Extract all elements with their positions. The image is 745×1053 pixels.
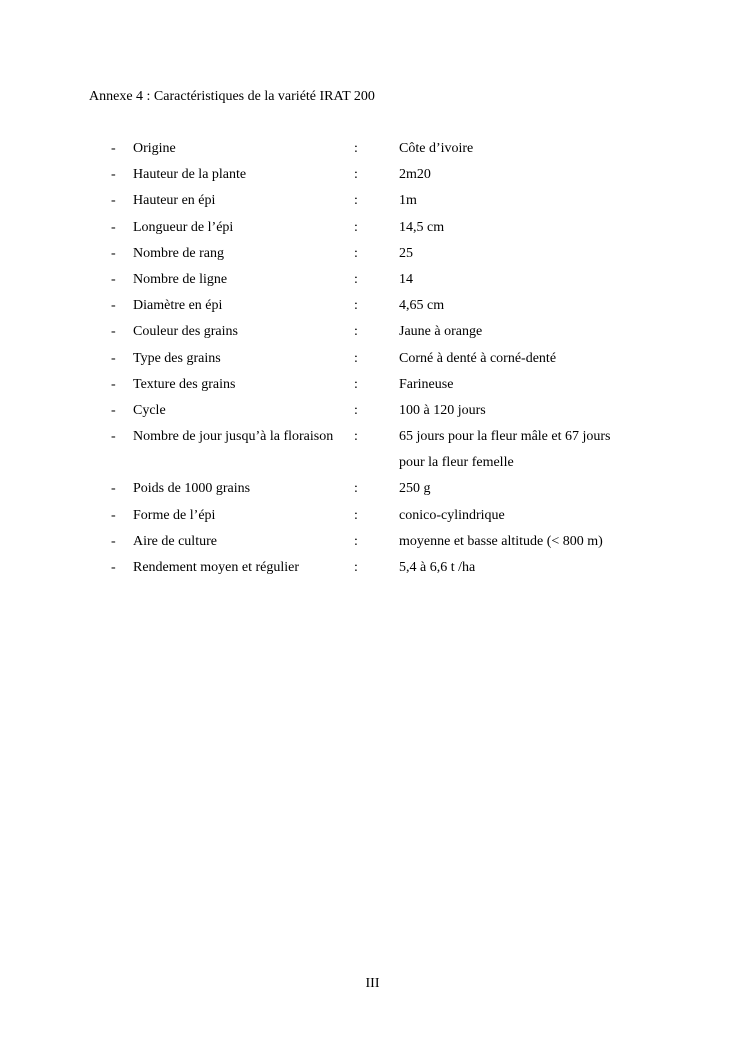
item-value: 4,65 cm [399, 298, 445, 314]
page-number: III [365, 976, 380, 991]
list-bullet: - [111, 324, 116, 340]
item-value: 14,5 cm [399, 219, 445, 235]
item-separator: : [354, 141, 358, 156]
list-bullet: - [111, 219, 116, 235]
item-value: Côte d’ivoire [399, 141, 474, 156]
item-separator: : [354, 298, 358, 314]
item-label: Nombre de rang [133, 245, 224, 261]
item-value: moyenne et basse altitude (< 800 m) [399, 533, 603, 549]
item-label: Longueur de l’épi [133, 219, 234, 235]
item-label: Forme de l’épi [133, 507, 216, 523]
item-separator: : [354, 560, 358, 576]
list-bullet: - [111, 429, 116, 445]
item-separator: : [354, 271, 358, 287]
item-separator: : [354, 402, 358, 418]
item-value: 5,4 à 6,6 t /ha [399, 560, 476, 576]
item-separator: : [354, 350, 358, 366]
item-label: Type des grains [133, 350, 221, 366]
item-separator: : [354, 245, 358, 261]
item-value: Jaune à orange [399, 324, 483, 340]
characteristics-list [0, 140, 745, 585]
item-label: Poids de 1000 grains [133, 481, 251, 497]
list-bullet: - [111, 167, 116, 183]
item-value: 1m [399, 193, 417, 209]
item-label: Origine [133, 141, 176, 156]
list-item-rendement [0, 559, 745, 585]
list-bullet: - [111, 481, 116, 497]
list-bullet: - [111, 376, 116, 392]
item-label: Aire de culture [133, 533, 217, 549]
list-bullet: - [111, 507, 116, 523]
item-separator: : [354, 193, 358, 209]
list-item-floraison [0, 428, 745, 480]
item-label: Nombre de ligne [133, 271, 228, 287]
item-label: Cycle [133, 402, 166, 418]
item-value: 100 à 120 jours [399, 402, 486, 418]
item-separator: : [354, 167, 358, 183]
item-label: Texture des grains [133, 376, 236, 392]
item-value: 2m20 [399, 167, 431, 183]
list-bullet: - [111, 271, 116, 287]
list-bullet: - [111, 245, 116, 261]
item-label: Hauteur en épi [133, 193, 216, 209]
list-bullet: - [111, 193, 116, 209]
annex-title: Annexe 4 : Caractéristiques de la variété IRAT 200 [89, 89, 375, 104]
item-value: Corné à denté à corné-denté [399, 350, 557, 366]
item-separator: : [354, 324, 358, 340]
item-value: 14 [399, 271, 413, 287]
list-bullet: - [111, 141, 116, 156]
list-bullet: - [111, 402, 116, 418]
item-label: Rendement moyen et régulier [133, 560, 299, 576]
item-value: 250 g [399, 481, 431, 497]
item-separator: : [354, 429, 358, 445]
list-bullet: - [111, 560, 116, 576]
list-bullet: - [111, 298, 116, 314]
item-label: Couleur des grains [133, 324, 238, 340]
item-separator: : [354, 533, 358, 549]
item-value: 25 [399, 245, 413, 261]
item-label: Nombre de jour jusqu’à la floraison [133, 429, 334, 445]
item-value: 65 jours pour la fleur mâle et 67 jours pour la fleur femelle [399, 429, 611, 471]
item-label: Diamètre en épi [133, 298, 223, 314]
item-value: conico-cylindrique [399, 507, 505, 523]
list-bullet: - [111, 533, 116, 549]
item-separator: : [354, 219, 358, 235]
list-bullet: - [111, 350, 116, 366]
item-separator: : [354, 376, 358, 392]
item-separator: : [354, 507, 358, 523]
item-separator: : [354, 481, 358, 497]
item-label: Hauteur de la plante [133, 167, 247, 183]
item-value: Farineuse [399, 376, 454, 392]
